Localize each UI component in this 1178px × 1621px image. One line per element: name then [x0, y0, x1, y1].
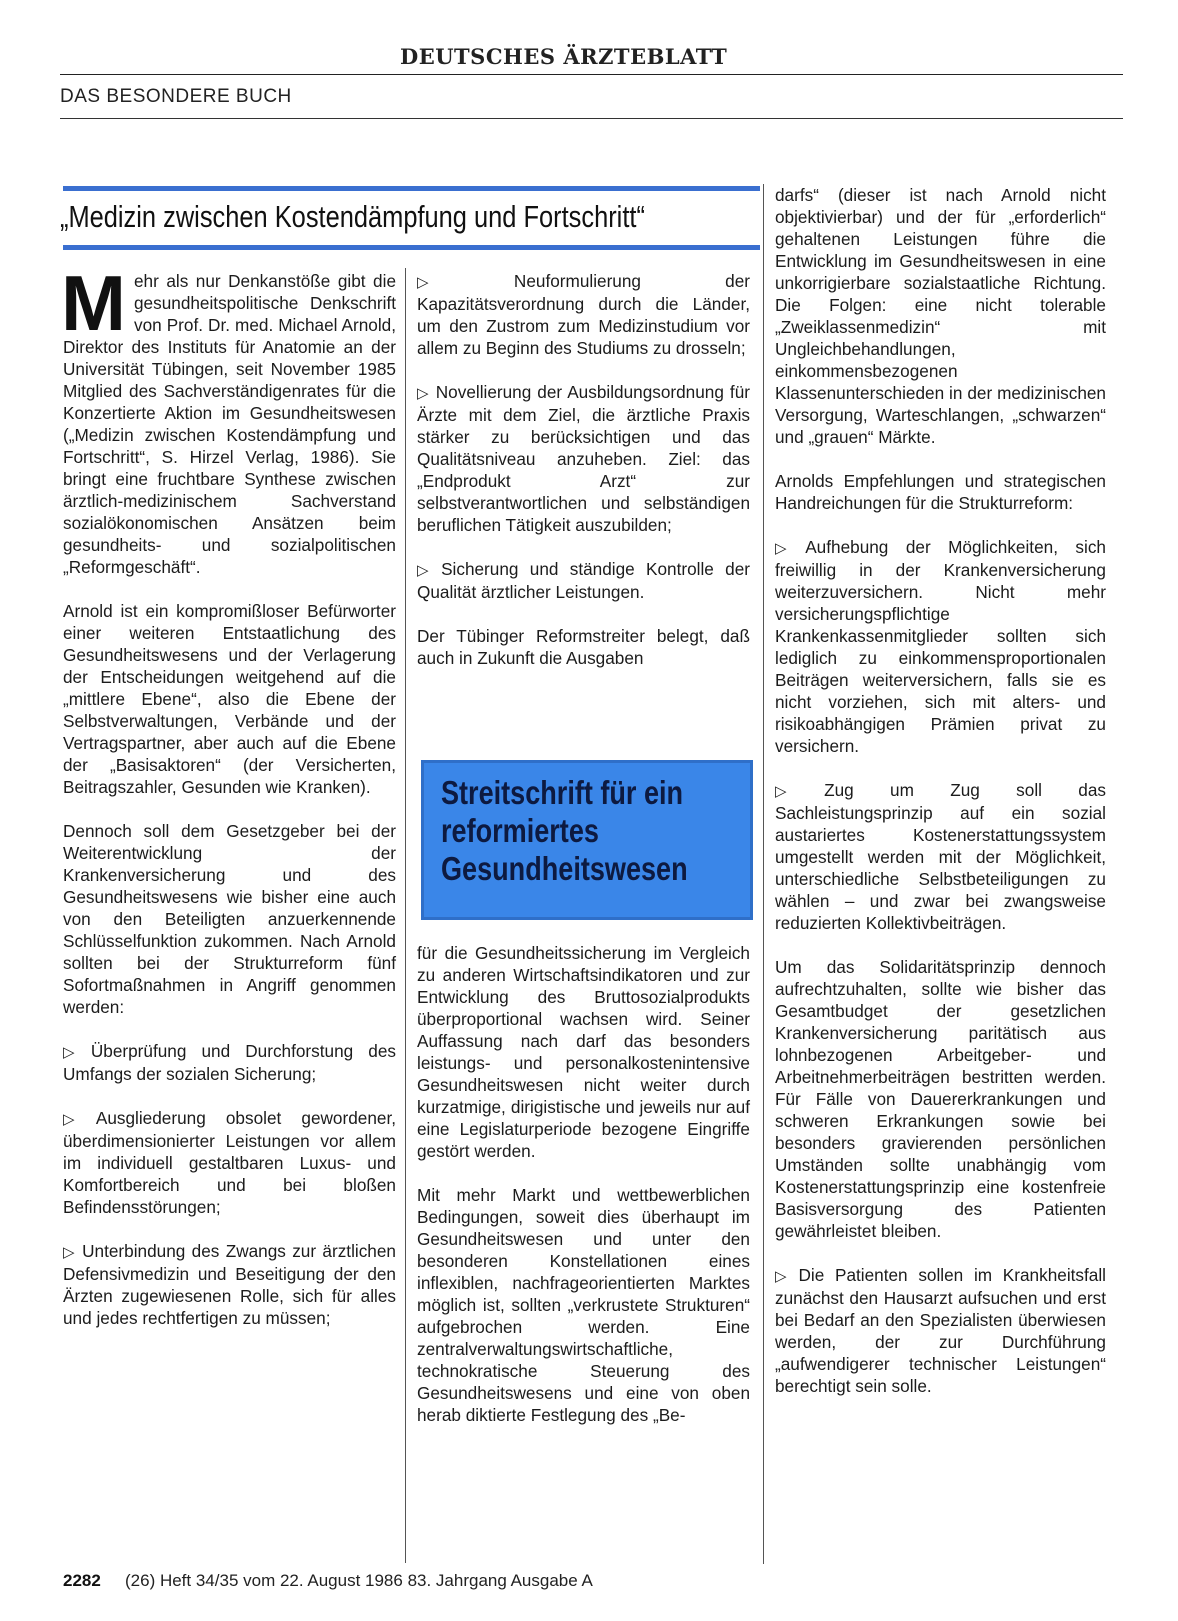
- drop-cap: M: [61, 259, 126, 347]
- masthead: DEUTSCHES ÄRZTEBLATT: [400, 44, 728, 69]
- article-headline: „Medizin zwischen Kostendämpfung und Fortschritt“: [60, 199, 645, 234]
- issue-info: (26) Heft 34/35 vom 22. August 1986 83. Jahrgang Ausgabe A: [125, 1571, 593, 1590]
- pullquote-text: Streitschrift für ein reformiertes Gesundheitswesen: [441, 774, 688, 887]
- header-rule-top: [60, 74, 1123, 75]
- bullet-item: ▷ Unterbindung des Zwangs zur ärztlichen Defensivmedizin und Beseitigung der den Ärzten zugewiesenen Rolle, sich für alles und jedes rechtfertigen zu müssen;: [63, 1241, 396, 1328]
- bullet-item: ▷ Sicherung und ständige Kontrolle der Qualität ärztlicher Leistungen.: [417, 559, 750, 602]
- triangle-bullet-icon: ▷: [775, 1267, 793, 1285]
- section-title: DAS BESONDERE BUCH: [60, 86, 292, 107]
- bullet-item: ▷ Aufhebung der Möglichkeiten, sich freiwillig in der Krankenversicherung weiterzuversichern. Nicht mehr versicherungspflichtige Krankenkassenmitglieder sollten sich lediglich zu einkommensproportionalen Beiträgen weiterversichern, falls sie es nicht vorziehen, sich mit alters- und risikoabhängigen Prämien privat zu versichern.: [775, 537, 1106, 756]
- triangle-bullet-icon: ▷: [775, 539, 800, 557]
- article-column-2: [417, 270, 750, 669]
- paragraph: darfs“ (dieser ist nach Arnold nicht objektivierbar) und der für „erforderlich“ gehaltenen Leistungen führe die Entwicklung im Gesundheitswesen in eine unkorrigierbare sozialstaatliche Richtung. Die Folgen: eine nicht tolerable „Zweiklassenmedizin“ mit Ungleichbehandlungen, einkommensbezogenen Klassenunterschieden in der medizinischen Versorgung, Warteschlangen, „schwarzen“ und „grauen“ Märkte.: [775, 185, 1106, 447]
- headline-bar-top: [63, 186, 760, 191]
- paragraph: Arnolds Empfehlungen und strategischen Handreichungen für die Strukturreform:: [775, 471, 1106, 513]
- bullet-item: ▷ Novellierung der Ausbildungsordnung für Ärzte mit dem Ziel, die ärztliche Praxis stärker zu berücksichtigen und das Qualitätsniveau anzuheben. Ziel: das „Endprodukt Arzt“ zur selbstverantwortlichen und selbständigen beruflichen Tätigkeit auszubilden;: [417, 382, 750, 535]
- header-rule-bottom: [60, 118, 1123, 119]
- triangle-bullet-icon: ▷: [417, 273, 508, 291]
- column-separator: [405, 268, 406, 1563]
- paragraph: Mehr als nur Denkanstöße gibt die gesundheitspolitische Denkschrift von Prof. Dr. med. Michael Arnold, Direktor des Instituts für Anatomie an der Universität Tübingen, seit November 1985 Mitglied des Sachverständigenrates für die Konzertierte Aktion im Gesundheitswesen („Medizin zwischen Kostendämpfung und Fortschritt“, S. Hirzel Verlag, 1986). Sie bringt eine fruchtbare Synthese zwischen ärztlich-medizinischem Sachverstand sozialökonomischen Ansätzen beim gesundheits- und sozialpolitischen „Reformgeschäft“.: [61, 259, 396, 577]
- bullet-item: ▷ Überprüfung und Durchforstung des Umfangs der sozialen Sicherung;: [63, 1041, 396, 1084]
- pullquote-box: [421, 760, 753, 920]
- bullet-item: ▷ Ausgliederung obsolet gewordener, überdimensionierter Leistungen vor allem im individuell gestaltbaren Luxus- und Komfortbereich und bei bloßen Befindensstörungen;: [63, 1108, 396, 1217]
- bullet-item: ▷ Neuformulierung der Kapazitätsverordnung durch die Länder, um den Zustrom zum Medizinstudium vor allem zu Beginn des Studiums zu drosseln;: [417, 271, 750, 358]
- paragraph: Der Tübinger Reformstreiter belegt, daß auch in Zukunft die Ausgaben: [417, 626, 750, 668]
- triangle-bullet-icon: ▷: [63, 1043, 85, 1061]
- paragraph: Mit mehr Markt und wettbewerblichen Bedingungen, soweit dies überhaupt im Gesundheitswesen und unter den besonderen Konstellationen eines inflexiblen, nachfrageorientierten Marktes möglich ist, sollten „verkrustete Strukturen“ aufgebrochen werden. Eine zentralverwaltungswirtschaftliche, technokratische Steuerung des Gesundheitswesens und eine von oben herab diktierte Festlegung des „Be-: [417, 1185, 750, 1425]
- triangle-bullet-icon: ▷: [63, 1110, 90, 1128]
- column-separator: [763, 184, 764, 1564]
- article-column-1: [61, 259, 396, 1329]
- bullet-item: ▷ Zug um Zug soll das Sachleistungsprinzip auf ein sozial austariertes Kostenerstattungssystem umgestellt werden mit der Möglichkeit, unterschiedliche Selbstbeteiligungen zu wählen – und zwar bei zwangsweise reduzierten Kollektivbeiträgen.: [775, 780, 1106, 933]
- triangle-bullet-icon: ▷: [417, 384, 430, 402]
- triangle-bullet-icon: ▷: [63, 1243, 77, 1261]
- paragraph: Um das Solidaritätsprinzip dennoch aufrechtzuhalten, sollte wie bisher das Gesamtbudget der gesetzlichen Krankenversicherung paritätisch aus lohnbezogenen Arbeitgeber- und Arbeitnehmerbeiträgen bestritten werden. Für Fälle von Dauererkrankungen und schweren Erkrankungen sowie bei besonders gravierenden persönlichen Umständen sollte unabhängig vom Kostenerstattungsprinzip eine kostenfreie Basisversorgung des Patienten gewährleistet bleiben.: [775, 957, 1106, 1241]
- paragraph: für die Gesundheitssicherung im Vergleich zu anderen Wirtschaftsindikatoren und zur Entwicklung des Bruttosozialprodukts überproportional wachsen wird. Seiner Auffassung nach darf das besonders leistungs- und personalkostenintensive Gesundheitswesen nicht weiter durch kurzatmige, dirigistische und jeweils nur auf eine Legislaturperiode bezogene Eingriffe gestört werden.: [417, 943, 750, 1161]
- bullet-item: ▷ Die Patienten sollen im Krankheitsfall zunächst den Hausarzt aufsuchen und erst bei Bedarf an den Spezialisten überwiesen werden, der zur Durchführung „aufwendigerer technischer Leistungen“ berechtigt sein solle.: [775, 1265, 1106, 1396]
- triangle-bullet-icon: ▷: [417, 561, 436, 579]
- article-column-2-continued: [417, 942, 750, 1426]
- article-column-3: [775, 184, 1106, 1397]
- headline-bar-bottom: [63, 245, 760, 250]
- paragraph: Dennoch soll dem Gesetzgeber bei der Weiterentwicklung der Krankenversicherung und des Gesundheitswesens wie bisher eine auch von den Beteiligten anzuerkennende Schlüsselfunktion zukommen. Nach Arnold sollten bei der Strukturreform fünf Sofortmaßnahmen in Angriff genommen werden:: [63, 821, 396, 1017]
- page-number: 2282: [63, 1571, 101, 1590]
- triangle-bullet-icon: ▷: [775, 782, 819, 800]
- paragraph: Arnold ist ein kompromißloser Befürworter einer weiteren Entstaatlichung des Gesundheitswesens und der Verlagerung der Entscheidungen weitgehend auf die „mittlere Ebene“, also die Ebene der Selbstverwaltungen, Verbände und der Vertragspartner, aber auch auf die Ebene der „Basisaktoren“ (der Versicherten, Beitragszahler, Gesunden wie Kranken).: [63, 601, 396, 797]
